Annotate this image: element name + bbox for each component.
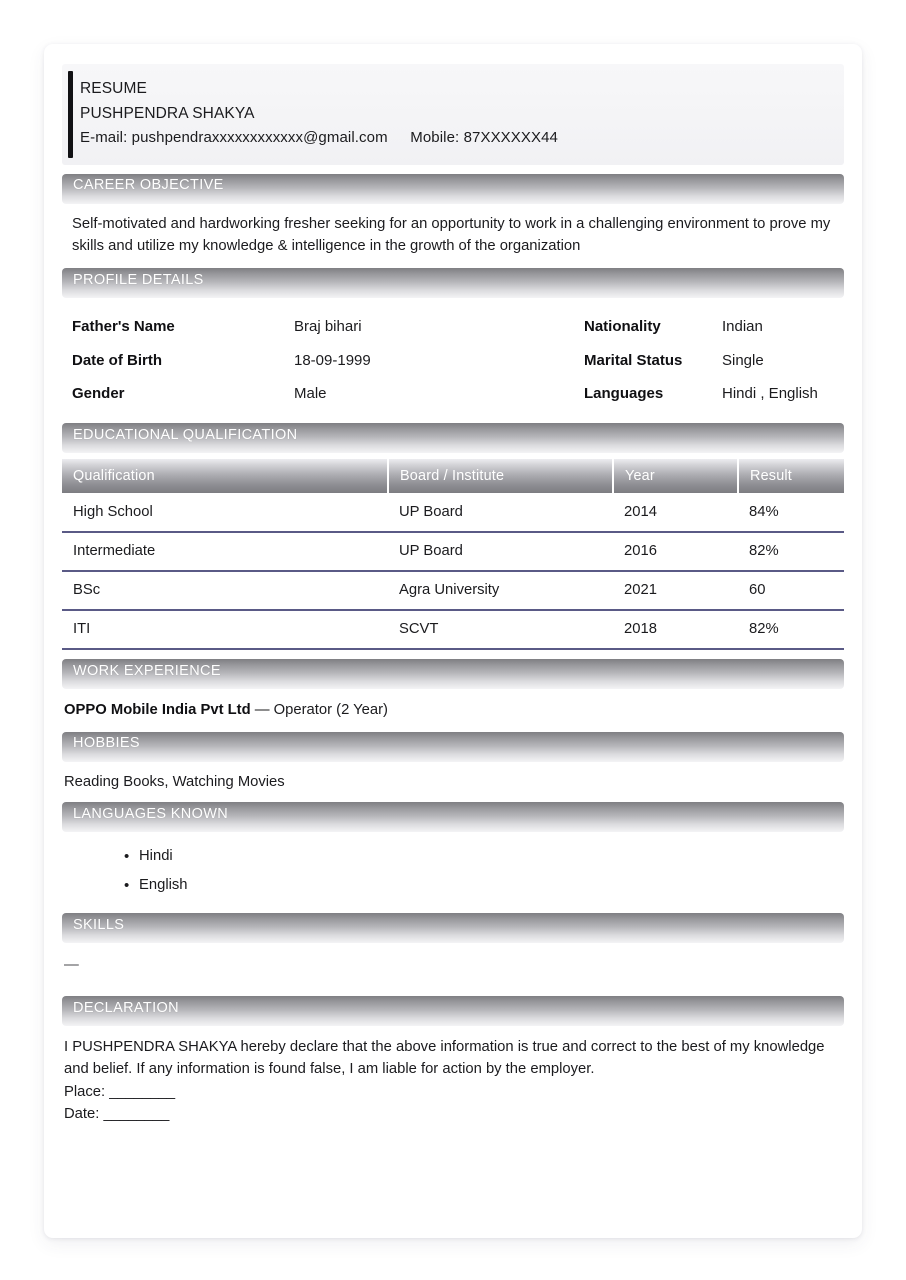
cell-qualification: ITI bbox=[62, 610, 388, 649]
section-header-profile-details bbox=[62, 268, 844, 298]
column-header-board: Board / Institute bbox=[388, 459, 613, 493]
education-table-body bbox=[62, 493, 844, 649]
profile-key: Father's Name bbox=[72, 318, 175, 336]
profile-value: Single bbox=[722, 351, 764, 369]
table-row bbox=[62, 493, 844, 532]
profile-value: Hindi , English bbox=[722, 385, 818, 403]
cell-result: 82% bbox=[738, 532, 844, 571]
candidate-name: PUSHPENDRA SHAKYA bbox=[80, 105, 255, 123]
section-header-career-objective bbox=[62, 174, 844, 204]
cell-year: 2014 bbox=[613, 493, 738, 532]
cell-board: UP Board bbox=[388, 532, 613, 571]
section-header-skills bbox=[62, 913, 844, 943]
declaration-date-field: Date: ________ bbox=[64, 1106, 170, 1123]
column-header-qualification: Qualification bbox=[62, 459, 388, 493]
section-title: LANGUAGES KNOWN bbox=[73, 805, 229, 822]
section-title: DECLARATION bbox=[73, 999, 179, 1016]
section-header-languages-known bbox=[62, 802, 844, 832]
list-item: • English bbox=[124, 871, 844, 900]
resume-header bbox=[62, 64, 844, 165]
section-title: PROFILE DETAILS bbox=[73, 272, 204, 289]
cell-result: 82% bbox=[738, 610, 844, 649]
hobbies-text: Reading Books, Watching Movies bbox=[64, 773, 285, 790]
mobile-label: Mobile: bbox=[410, 129, 460, 147]
column-header-year: Year bbox=[613, 459, 738, 493]
cell-qualification: Intermediate bbox=[62, 532, 388, 571]
cell-year: 2016 bbox=[613, 532, 738, 571]
declaration-text: I PUSHPENDRA SHAKYA hereby declare that the above information is true and correct to the best of my knowledge and belief. If any information is found false, I am liable for action by the employer. bbox=[64, 1038, 825, 1078]
education-table-head bbox=[62, 459, 844, 493]
profile-key: Languages bbox=[584, 385, 664, 403]
work-experience-entry bbox=[62, 689, 844, 723]
cell-board: UP Board bbox=[388, 493, 613, 532]
table-header-row bbox=[62, 459, 844, 493]
section-header-declaration bbox=[62, 996, 844, 1026]
section-header-educational-qualification bbox=[62, 423, 844, 453]
cell-year: 2018 bbox=[613, 610, 738, 649]
cell-board: SCVT bbox=[388, 610, 613, 649]
profile-value: 18-09-1999 bbox=[294, 351, 371, 369]
profile-value: Braj bihari bbox=[294, 318, 362, 336]
mobile-value: 87XXXXXX44 bbox=[463, 129, 558, 147]
section-header-hobbies bbox=[62, 732, 844, 762]
profile-value: Male bbox=[294, 385, 327, 403]
section-title: CAREER OBJECTIVE bbox=[73, 177, 224, 194]
profile-key: Nationality bbox=[584, 318, 661, 336]
resume-card bbox=[44, 44, 862, 1238]
section-title: SKILLS bbox=[73, 916, 125, 933]
cell-qualification: BSc bbox=[62, 571, 388, 610]
section-title: WORK EXPERIENCE bbox=[73, 662, 221, 679]
cell-qualification: High School bbox=[62, 493, 388, 532]
email-label: E-mail: bbox=[80, 129, 128, 147]
section-header-work-experience bbox=[62, 659, 844, 689]
section-title: EDUCATIONAL QUALIFICATION bbox=[73, 426, 298, 443]
education-table bbox=[62, 459, 844, 650]
section-title: HOBBIES bbox=[73, 735, 140, 752]
contact-line bbox=[80, 126, 844, 150]
career-objective-text: Self-motivated and hardworking fresher seeking for an opportunity to work in a challenging environment to prove my skills and utilize my knowledge & intelligence in the growth of the organization bbox=[72, 215, 831, 254]
profile-key: Date of Birth bbox=[72, 351, 162, 369]
list-item: • Hindi bbox=[124, 842, 844, 871]
work-organization: OPPO Mobile India Pvt Ltd bbox=[64, 701, 251, 718]
table-row bbox=[62, 610, 844, 649]
languages-known-list bbox=[62, 832, 844, 904]
email-value: pushpendraxxxxxxxxxxxx@gmail.com bbox=[131, 129, 388, 147]
profile-key: Gender bbox=[72, 385, 125, 403]
column-header-result: Result bbox=[738, 459, 844, 493]
table-row bbox=[62, 532, 844, 571]
cell-result: 84% bbox=[738, 493, 844, 532]
profile-key: Marital Status bbox=[584, 351, 683, 369]
profile-value: Indian bbox=[722, 318, 763, 336]
skills-text: — bbox=[64, 957, 79, 974]
document-title: RESUME bbox=[80, 80, 147, 97]
cell-year: 2021 bbox=[613, 571, 738, 610]
table-row bbox=[62, 571, 844, 610]
work-role: — Operator (2 Year) bbox=[254, 701, 388, 718]
cell-board: Agra University bbox=[388, 571, 613, 610]
profile-details-grid bbox=[62, 298, 844, 414]
cell-result: 60 bbox=[738, 571, 844, 610]
declaration-place-field: Place: ________ bbox=[64, 1083, 176, 1100]
